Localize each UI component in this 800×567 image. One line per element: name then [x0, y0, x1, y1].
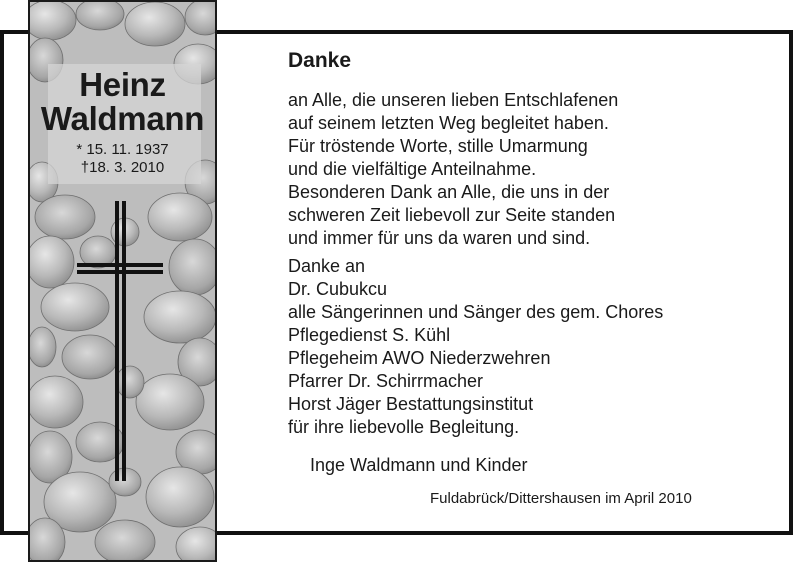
text-line: Besonderen Dank an Alle, die uns in der — [288, 182, 610, 202]
cross-icon — [30, 2, 217, 562]
place-date: Fuldabrück/Dittershausen im April 2010 — [430, 490, 692, 507]
thanks-paragraph — [288, 89, 618, 250]
text-line: Danke an — [288, 256, 366, 276]
text-line: an Alle, die unseren lieben Entschlafenen — [288, 90, 619, 110]
text-line: alle Sängerinnen und Sänger des gem. Chores — [288, 302, 664, 322]
text-line: Pfarrer Dr. Schirrmacher — [288, 371, 484, 391]
notice-heading: Danke — [288, 49, 352, 72]
deceased-last-name: Waldmann — [40, 100, 205, 137]
birth-date: * 15. 11. 1937 — [76, 141, 169, 158]
acknowledgements-list — [288, 255, 663, 439]
text-line: schweren Zeit liebevoll zur Seite standen — [288, 205, 616, 225]
memorial-panel — [28, 0, 217, 562]
text-line: Pflegeheim AWO Niederzwehren — [288, 348, 551, 368]
death-date: †18. 3. 2010 — [80, 159, 165, 176]
text-line: auf seinem letzten Weg begleitet haben. — [288, 113, 609, 133]
text-line: und immer für uns da waren und sind. — [288, 228, 591, 248]
text-line: Dr. Cubukcu — [288, 279, 388, 299]
deceased-first-name: Heinz — [79, 66, 166, 103]
text-line: für ihre liebevolle Begleitung. — [288, 417, 520, 437]
text-line: Horst Jäger Bestattungsinstitut — [288, 394, 534, 414]
signature: Inge Waldmann und Kinder — [310, 455, 528, 475]
text-line: Pflegedienst S. Kühl — [288, 325, 451, 345]
text-line: und die vielfältige Anteilnahme. — [288, 159, 537, 179]
text-line: Für tröstende Worte, stille Umarmung — [288, 136, 588, 156]
